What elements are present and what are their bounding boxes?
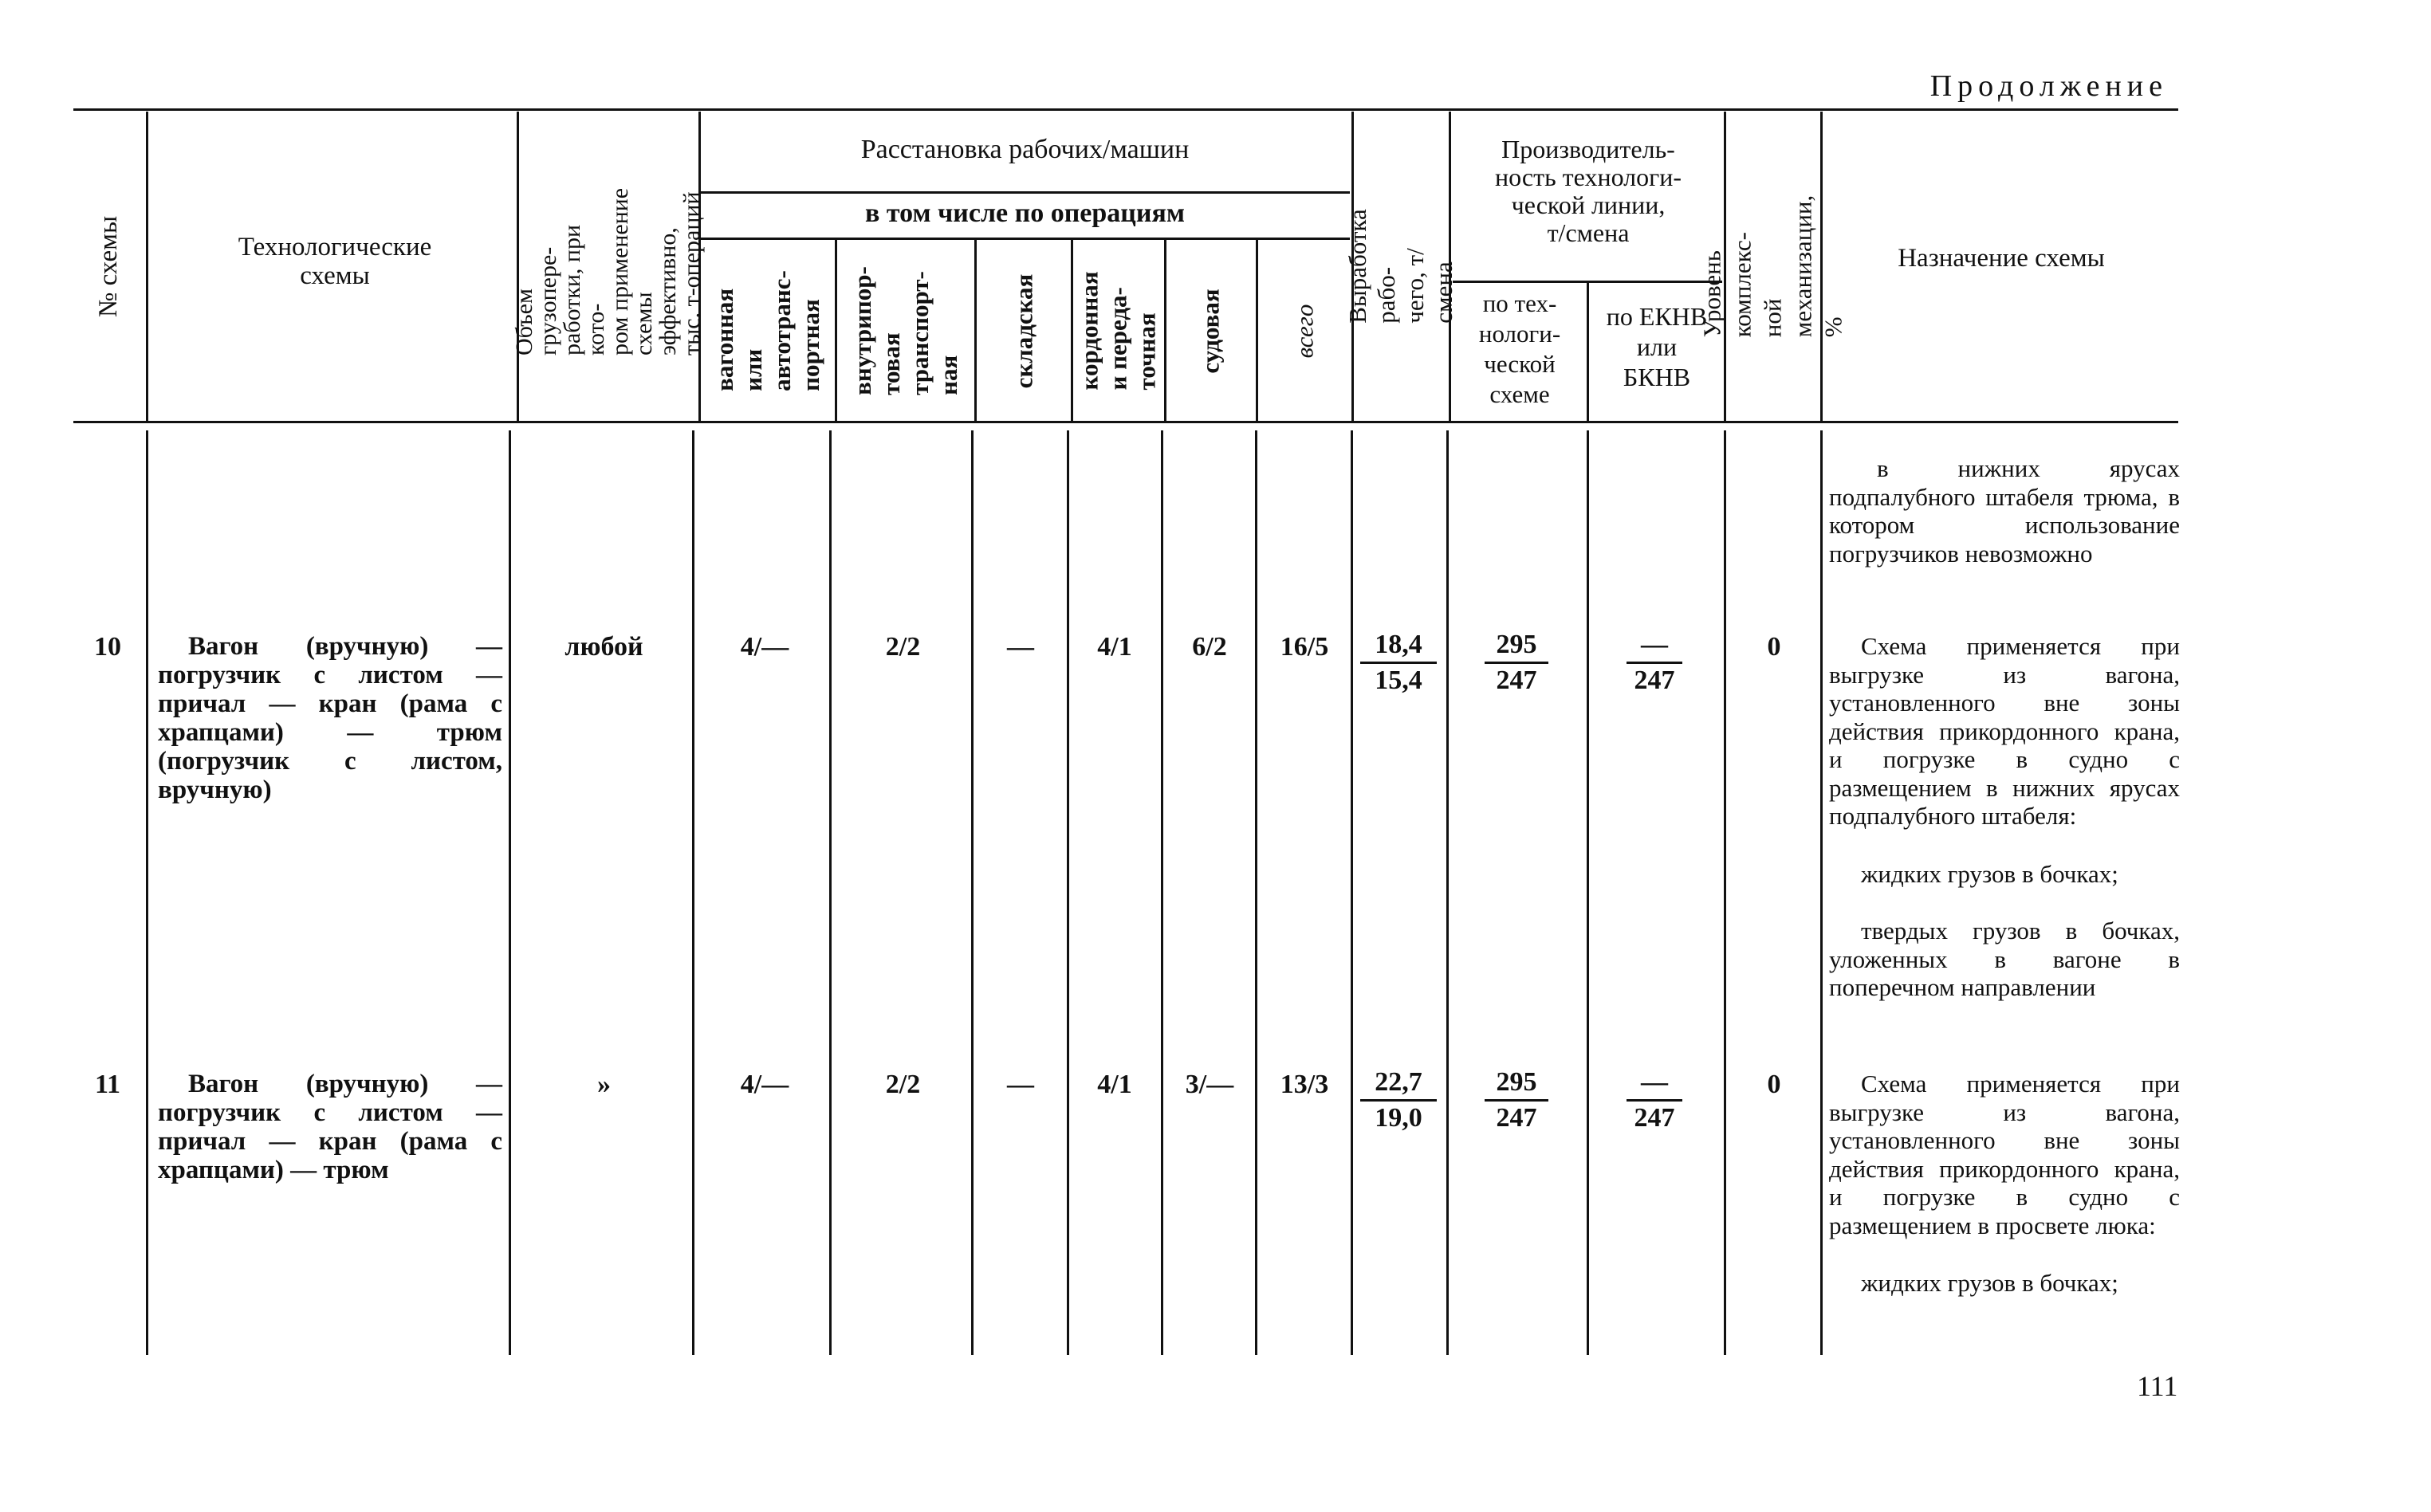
op-wagon: 4/— bbox=[740, 1070, 789, 1099]
header-output: Выработка рабо- чего, т/смена bbox=[1343, 209, 1457, 324]
page-number: 111 bbox=[2137, 1370, 2178, 1402]
mechanization-level: 0 bbox=[1767, 632, 1781, 662]
header-op-wagon: вагонная или автотранс- портная bbox=[710, 270, 824, 391]
purpose-text: Схема применяется при выгрузке из вагона, установленного вне зоны действия прикордонного крана, и погрузке в судно с размещением в просвете люка: bbox=[1829, 1070, 2180, 1239]
header-volume: Объем грузопере- работки, при кото- ром применение схемы эффективно, тыс. т-операций bbox=[511, 187, 705, 355]
header-op-internal: внутрипор- товая транспорт- ная bbox=[848, 266, 962, 395]
purpose-item: жидких грузов в бочках; bbox=[1861, 860, 2118, 888]
scheme-number: 10 bbox=[94, 632, 121, 662]
op-internal: 2/2 bbox=[885, 1070, 921, 1099]
mechanization-level: 0 bbox=[1767, 1070, 1781, 1099]
op-warehouse: — bbox=[1007, 1070, 1034, 1099]
op-ship: 6/2 bbox=[1192, 632, 1227, 662]
op-ship: 3/— bbox=[1185, 1070, 1234, 1099]
productivity-fraction: $\frac{295}{247}$ bbox=[1485, 1066, 1548, 1135]
volume: любой bbox=[564, 632, 643, 662]
header-scheme-no: № схемы bbox=[94, 215, 124, 317]
productivity-fraction: $\frac{295}{247}$ bbox=[1485, 628, 1548, 697]
op-cordon: 4/1 bbox=[1097, 1070, 1132, 1099]
output-fraction: $\frac{22,7}{19,0}$ bbox=[1360, 1066, 1437, 1135]
header-mechanization: Уровень комплекс- ной механизации, % bbox=[1697, 194, 1847, 338]
output-fraction: $\frac{18,4}{15,4}$ bbox=[1360, 628, 1437, 697]
total: 13/3 bbox=[1280, 1070, 1329, 1099]
header-by-ekhv: по ЕКНВ или БКНВ bbox=[1606, 302, 1708, 391]
header-productivity: Производитель- ность технологи- ческой линии, т/смена bbox=[1494, 135, 1682, 247]
header-op-warehouse: складская bbox=[1009, 273, 1037, 388]
volume: » bbox=[597, 1070, 611, 1099]
header-placement: Расстановка рабочих/машин bbox=[860, 135, 1190, 164]
ekhv-fraction: — 247 bbox=[1627, 1066, 1682, 1135]
op-cordon: 4/1 bbox=[1097, 632, 1132, 662]
op-warehouse: — bbox=[1007, 632, 1034, 662]
ekhv-fraction: — 247 bbox=[1627, 628, 1682, 697]
scheme-description: Вагон (вручную) — погрузчик с листом — причал — кран (рама с храпцами) — трюм bbox=[158, 1070, 502, 1184]
scheme-description: Вагон (вручную) — погрузчик с листом — причал — кран (рама с храпцами) — трюм (погрузчик с листом, вручную) bbox=[158, 632, 502, 804]
header-op-cordon: кордонная и переда- точная bbox=[1075, 271, 1161, 391]
op-wagon: 4/— bbox=[740, 632, 789, 662]
header-op-ship: судовая bbox=[1196, 288, 1225, 374]
header-total: всего bbox=[1290, 304, 1319, 358]
purpose-item: жидких грузов в бочках; bbox=[1861, 1269, 2118, 1297]
header-by-operations: в том числе по операциям bbox=[864, 198, 1186, 228]
header-tech-schemes: Технологические схемы bbox=[238, 233, 432, 290]
purpose-item: твердых грузов в бочках, уложенных в вагоне в поперечном направлении bbox=[1829, 917, 2180, 1001]
op-internal: 2/2 bbox=[885, 632, 921, 662]
header-purpose: Назначение схемы bbox=[1898, 244, 2105, 273]
purpose-text: Схема применяется при выгрузке из вагона, установленного вне зоны действия прикордонного крана, и погрузке в судно с размещением в нижних ярусах подпалубного штабеля: bbox=[1829, 632, 2180, 830]
continuation-label: Продолжение bbox=[1929, 69, 2168, 103]
purpose-continued: в нижних ярусах подпалубного штабеля трюма, в котором использование погрузчиков невозможно bbox=[1829, 454, 2180, 567]
scheme-number: 11 bbox=[94, 1070, 121, 1099]
total: 16/5 bbox=[1280, 632, 1329, 662]
header-by-scheme: по тех- нологи- ческой схеме bbox=[1478, 289, 1561, 408]
